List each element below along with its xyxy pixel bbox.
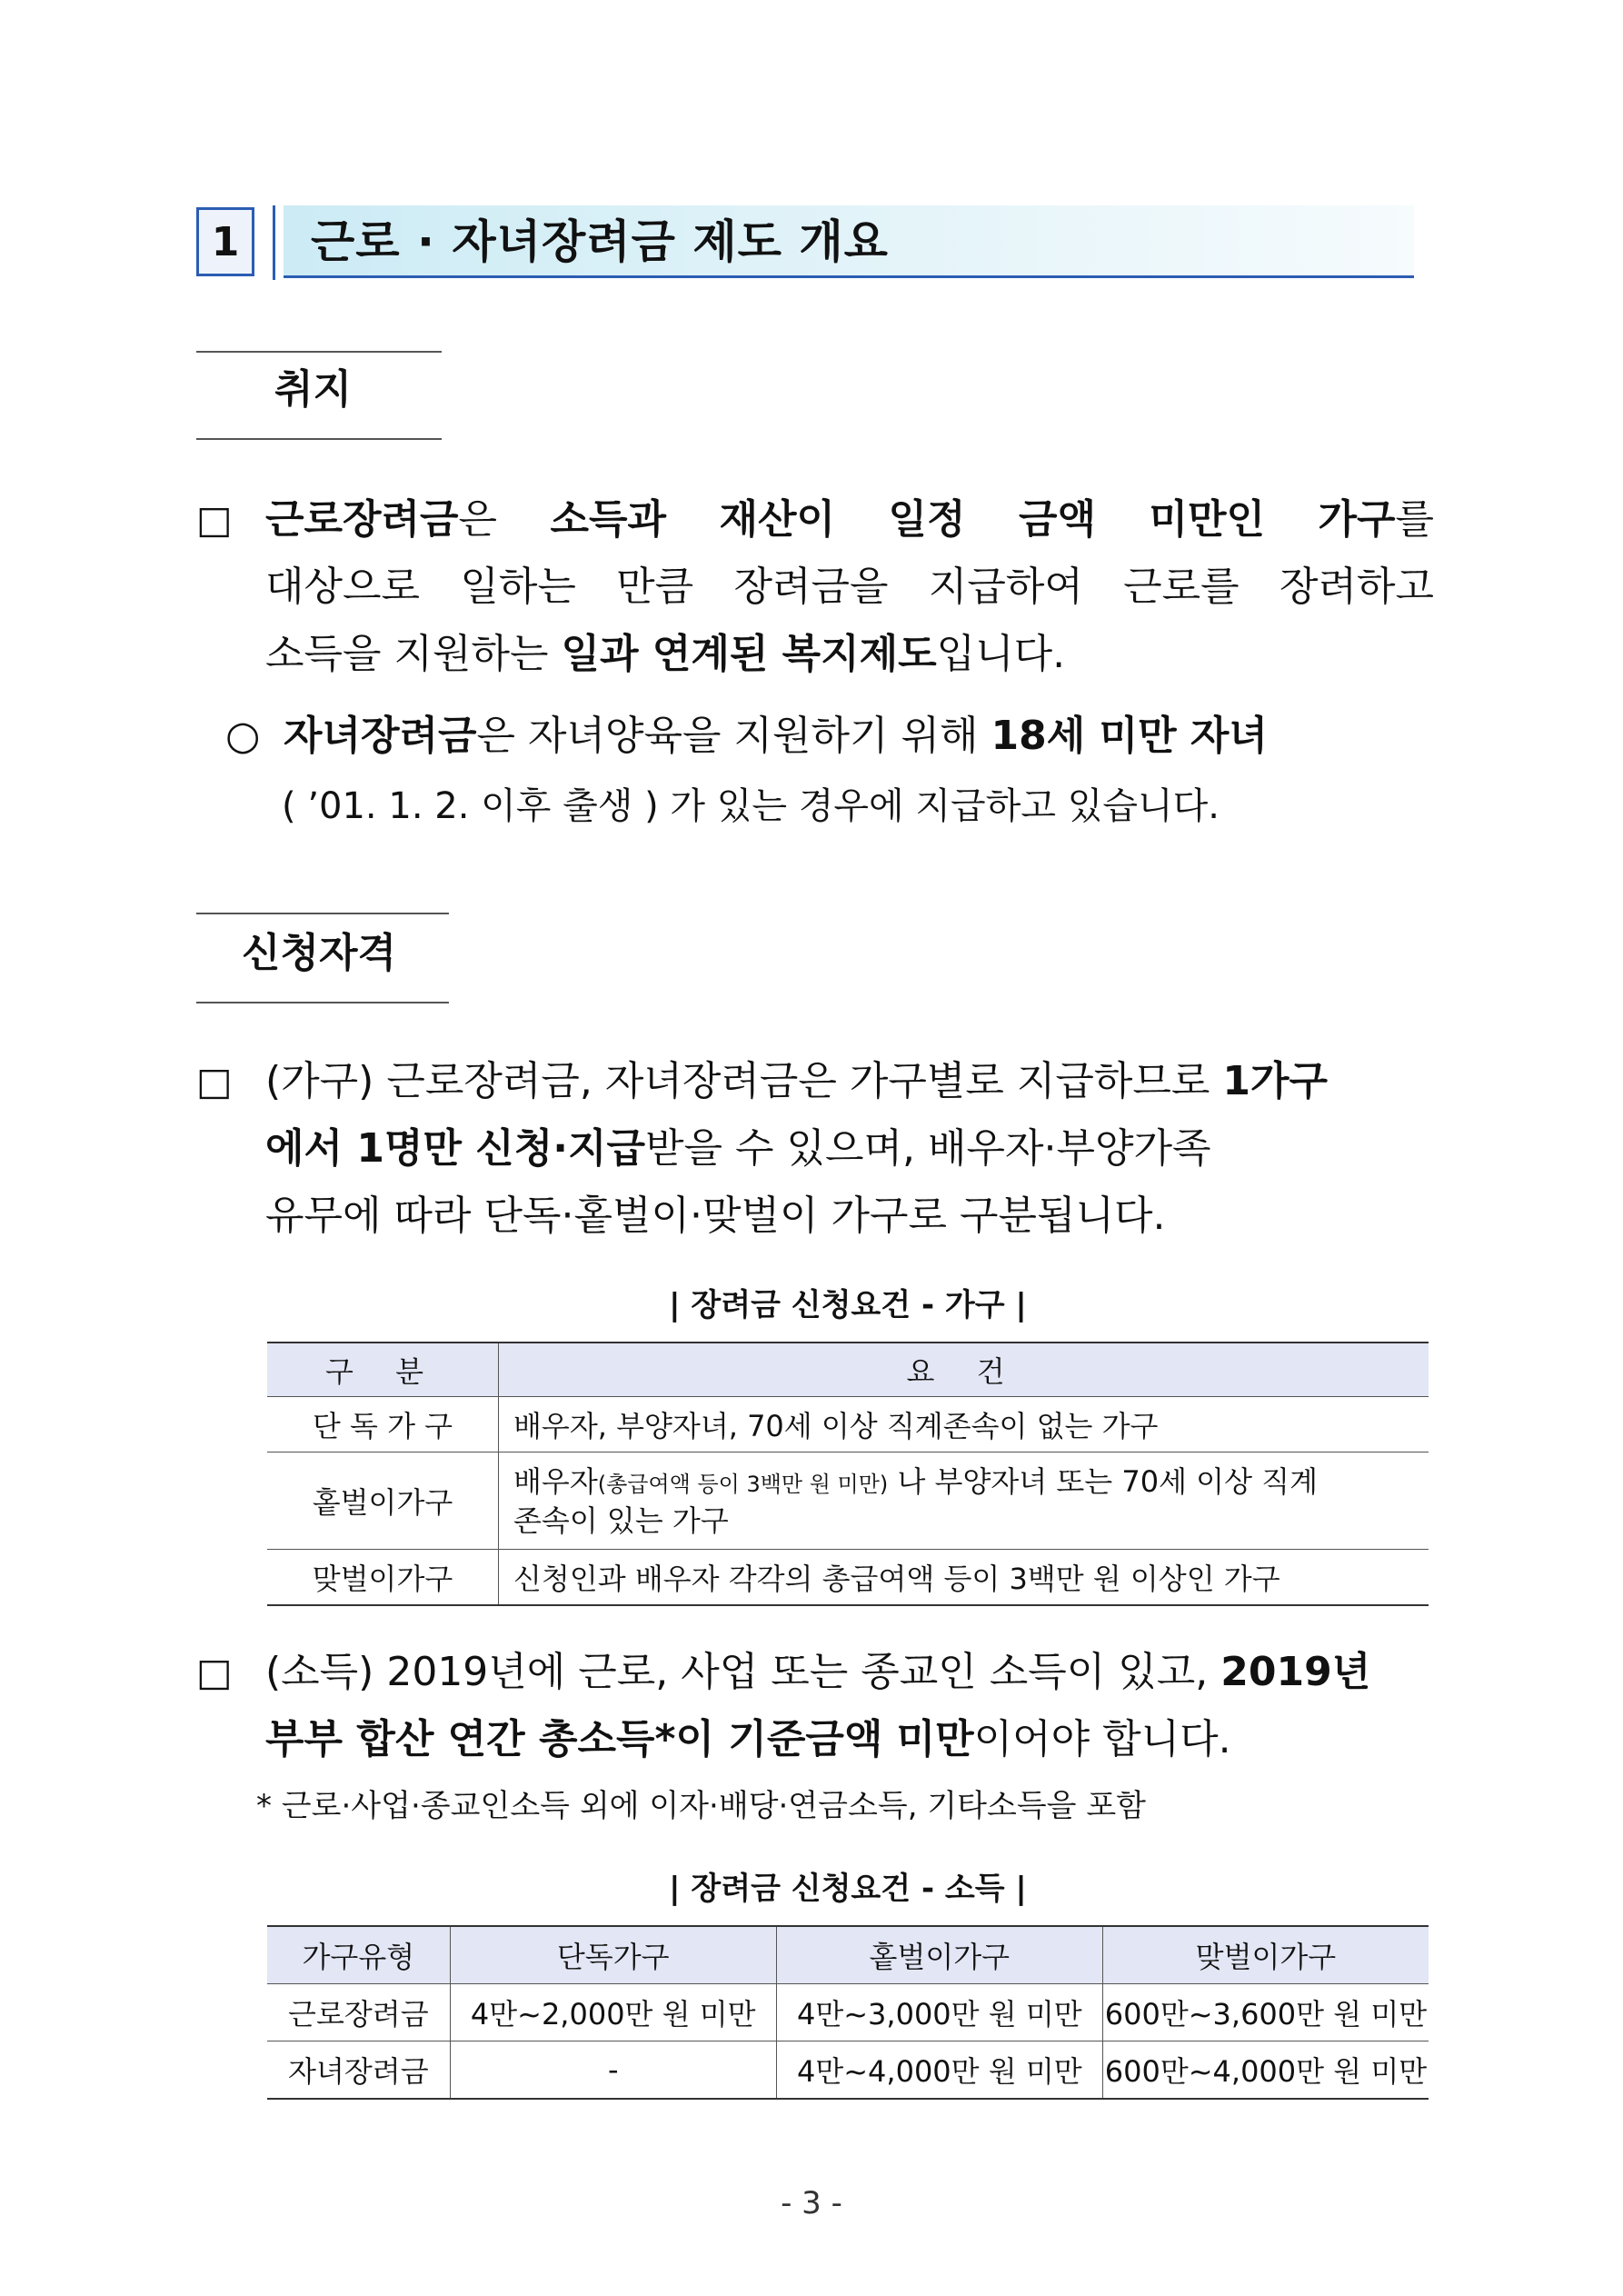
income-line-2: 부부 합산 연간 총소득*이 기준금액 미만이어야 합니다.: [265, 1716, 1231, 1762]
table-cell: -: [450, 2041, 776, 2100]
child-incentive-line-2: ( ’01. 1. 2. 이후 출생 ) 가 있는 경우에 지급하고 있습니다.: [282, 785, 1220, 827]
checkbox-bullet: □: [196, 1650, 233, 1694]
word: 금액: [1018, 496, 1096, 543]
table-cell: 600만~4,000만 원 미만: [1102, 2041, 1429, 2100]
table-header-cell: 단독가구: [450, 1926, 776, 1984]
word: 소득과: [550, 496, 667, 543]
income-line-1: (소득) 2019년에 근로, 사업 또는 종교인 소득이 있고, 2019년: [265, 1649, 1371, 1695]
household-requirements-table: [267, 1342, 1429, 1606]
page-number: - 3 -: [781, 2185, 842, 2221]
table-row: [267, 1550, 1429, 1606]
table-header-cell: 요 건: [499, 1343, 1429, 1397]
subheading-eligibility: 신청자격: [242, 930, 397, 976]
table-cell: 배우자(총급여액 등이 3백만 원 미만) 나 부양자녀 또는 70세 이상 직계 존속이 있는 가구: [499, 1452, 1429, 1550]
table-row: [267, 1452, 1429, 1550]
purpose-line-2: 대상으로 일하는 만큼 장려금을 지급하여 근로를 장려하고: [265, 564, 1434, 610]
income-table-caption: | 장려금 신청요건 - 소득 |: [669, 1871, 1027, 1907]
table-cell: 4만~4,000만 원 미만: [776, 2041, 1102, 2100]
purpose-line-3: 소득을 지원하는 일과 연계된 복지제도입니다.: [265, 631, 1066, 677]
table-header-row: [267, 1343, 1429, 1397]
checkbox-bullet: □: [196, 1059, 233, 1103]
subheading-purpose: 취지: [274, 366, 353, 413]
household-line-3: 유무에 따라 단독·홑벌이·맞벌이 가구로 구분됩니다.: [265, 1193, 1166, 1239]
table-cell: 600만~3,600만 원 미만: [1102, 1984, 1429, 2041]
word: 가구를: [1318, 496, 1434, 543]
table-cell: 홑벌이가구: [267, 1452, 499, 1550]
income-requirements-table: [267, 1925, 1429, 2100]
divider-bottom: [196, 438, 442, 440]
household-table-caption: | 장려금 신청요건 - 가구 |: [669, 1287, 1027, 1323]
table-cell: 배우자, 부양자녀, 70세 이상 직계존속이 없는 가구: [499, 1397, 1429, 1452]
table-row: [267, 1984, 1429, 2041]
divider-top: [196, 913, 449, 914]
purpose-line-1: [265, 496, 1434, 544]
table-cell: 근로장려금: [267, 1984, 450, 2041]
table-cell: 신청인과 배우자 각각의 총급여액 등이 3백만 원 이상인 가구: [499, 1550, 1429, 1606]
word: 일정: [888, 496, 966, 543]
income-footnote: * 근로·사업·종교인소득 외에 이자·배당·연금소득, 기타소득을 포함: [256, 1788, 1147, 1824]
household-line-1: (가구) 근로장려금, 자녀장려금은 가구별로 지급하므로 1가구: [265, 1058, 1328, 1104]
table-cell: 자녀장려금: [267, 2041, 450, 2100]
section-divider: [273, 205, 275, 280]
section-title: 근로 · 자녀장려금 제도 개요: [311, 215, 889, 268]
word: 재산이: [719, 496, 836, 543]
table-row: [267, 1397, 1429, 1452]
table-header-row: [267, 1926, 1429, 1984]
table-cell: 맞벌이가구: [267, 1550, 499, 1606]
word: 미만인: [1149, 496, 1265, 543]
household-line-2: 에서 1명만 신청·지급받을 수 있으며, 배우자·부양가족: [265, 1125, 1211, 1172]
table-header-cell: 홑벌이가구: [776, 1926, 1102, 1984]
table-header-cell: 맞벌이가구: [1102, 1926, 1429, 1984]
table-cell: 단 독 가 구: [267, 1397, 499, 1452]
checkbox-bullet: □: [196, 497, 233, 542]
table-header-cell: 가구유형: [267, 1926, 450, 1984]
circle-bullet: ○: [225, 713, 261, 759]
table-header-cell: 구 분: [267, 1343, 499, 1397]
word: 근로장려금은: [265, 496, 498, 543]
table-row: [267, 2041, 1429, 2100]
divider-top: [196, 351, 442, 353]
section-number: 1: [196, 207, 254, 276]
child-incentive-line-1: 자녀장려금은 자녀양육을 지원하기 위해 18세 미만 자녀: [284, 713, 1268, 759]
divider-bottom: [196, 1002, 449, 1003]
table-cell: 4만~2,000만 원 미만: [450, 1984, 776, 2041]
table-cell: 4만~3,000만 원 미만: [776, 1984, 1102, 2041]
